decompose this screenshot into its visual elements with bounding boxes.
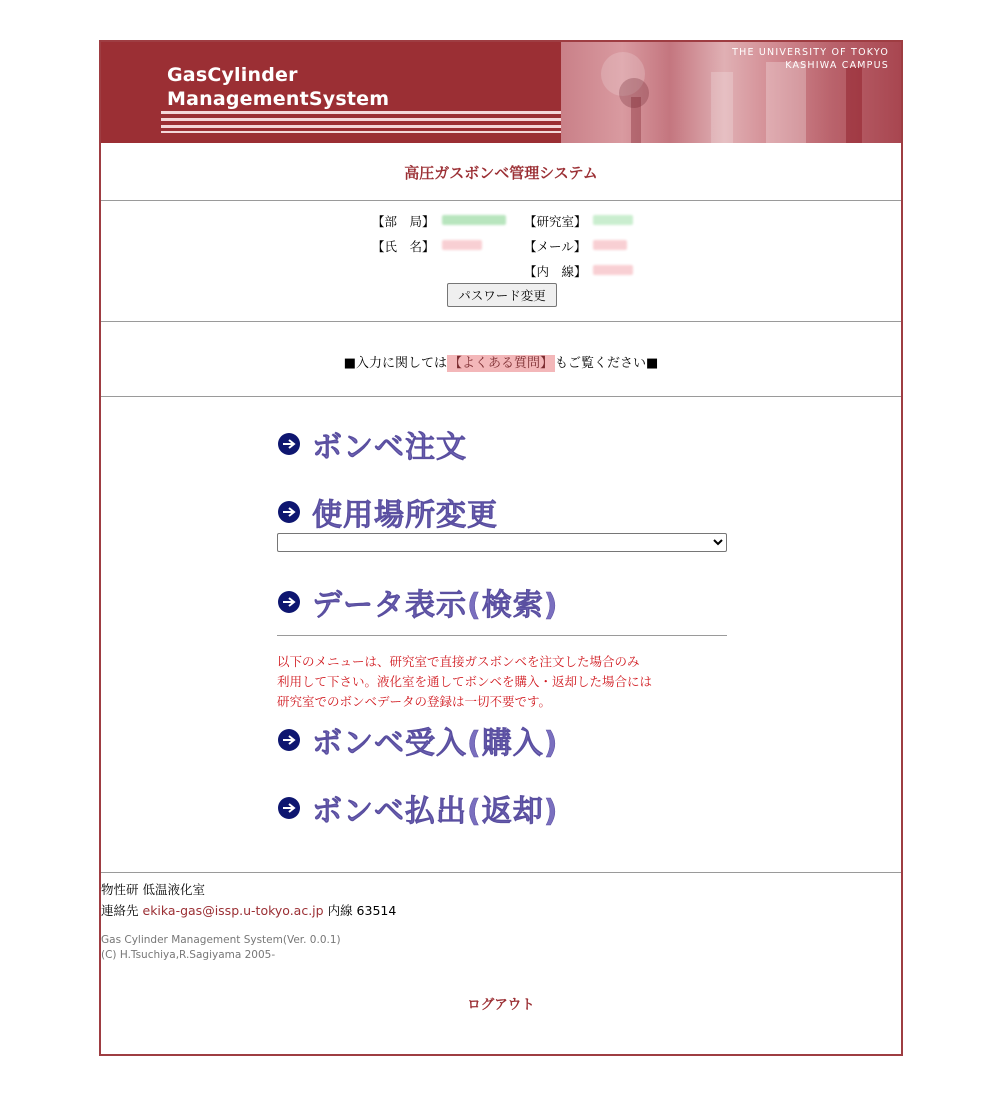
mail-label: 【メール】 [524,239,587,254]
banner-photo [561,42,901,143]
version-line-1: Gas Cylinder Management System(Ver. 0.0.1) [101,934,341,946]
page-frame [99,40,903,1056]
logo-stripe [161,131,561,133]
menu-order-label: ボンベ注文 [312,430,467,465]
arrow-right-icon [278,591,300,613]
logo-line-2: ManagementSystem [167,88,390,110]
lab-label: 【研究室】 [524,214,587,229]
menu-change-location[interactable] [278,490,498,534]
footer-department: 物性研 低温液化室 [101,882,205,897]
name-value-redacted [442,240,482,250]
faq-link[interactable]: 【よくある質問】 [448,356,553,371]
mail-value-redacted [593,240,627,250]
faq-suffix: もご覧ください■ [555,356,659,371]
system-title: 高圧ガスボンベ管理システム [404,164,598,182]
banner-left-panel [101,42,561,143]
menu-data-search[interactable] [278,580,558,624]
university-name [732,46,889,72]
menu-dispatch-cylinder[interactable] [278,786,558,830]
location-select[interactable] [277,533,727,552]
notice-line-3: 研究室でのボンベデータの登録は一切不要です。 [277,694,552,709]
lab-value-redacted [593,215,633,225]
divider [101,872,901,873]
logo-stripe [161,111,561,114]
ext-label: 【内 線】 [524,264,587,279]
menu-receive-label: ボンベ受入(購入) [312,726,559,761]
menu-order-cylinder[interactable] [278,422,467,466]
contact-prefix: 連絡先 [101,903,139,918]
logo-stripe [161,125,561,128]
version-line-2: (C) H.Tsuchiya,R.Sagiyama 2005- [101,949,276,961]
divider [101,321,901,322]
arrow-right-icon [278,797,300,819]
faq-prefix: ■入力に関しては [343,356,447,371]
ext-value-redacted [593,265,633,275]
faq-notice [101,352,901,371]
header-banner [101,42,901,143]
name-label: 【氏 名】 [372,239,435,254]
logout-link[interactable]: ログアウト [467,997,535,1013]
version-info [101,933,341,963]
university-line-1: THE UNIVERSITY OF TOKYO [732,47,889,58]
contact-email-link[interactable]: ekika-gas@issp.u-tokyo.ac.jp [142,903,324,918]
direct-order-notice [277,652,737,712]
menu-dispatch-label: ボンベ払出(返却) [312,794,559,829]
arrow-right-icon [278,501,300,523]
notice-line-1: 以下のメニューは、研究室で直接ガスボンベを注文した場合のみ [277,654,640,669]
divider [101,396,901,397]
logo-line-1: GasCylinder [167,64,298,86]
arrow-right-icon [278,433,300,455]
dept-label: 【部 局】 [372,214,435,229]
menu-receive-cylinder[interactable] [278,718,558,762]
menu-change-location-label: 使用場所変更 [312,498,498,533]
footer-contact [101,901,396,919]
menu-data-search-label: データ表示(検索) [312,588,559,623]
menu-divider [277,635,727,636]
logo-stripe [161,118,561,121]
dept-value-redacted [442,215,506,225]
change-password-button[interactable]: パスワード変更 [447,283,557,307]
notice-line-2: 利用して下さい。液化室を通してボンベを購入・返却した場合には [277,674,653,689]
university-line-2: KASHIWA CAMPUS [785,60,889,71]
arrow-right-icon [278,729,300,751]
contact-extension: 内線 63514 [327,903,397,918]
divider [101,200,901,201]
